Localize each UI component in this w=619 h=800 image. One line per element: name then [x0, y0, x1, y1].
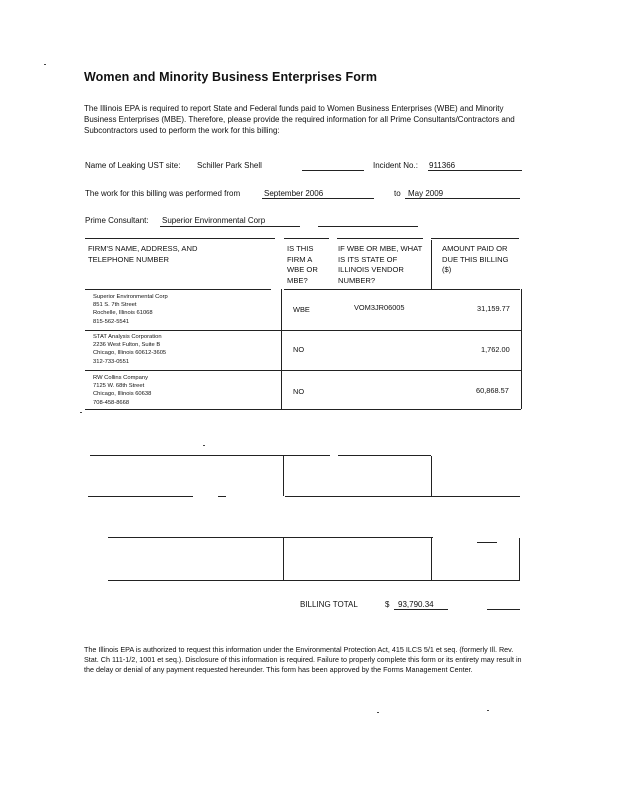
- header-bottom-line-right: [284, 289, 520, 290]
- empty-row-line-2a: [88, 496, 193, 497]
- empty-row-line-3b: [477, 542, 497, 543]
- table-row-1-wbe[interactable]: WBE: [293, 305, 310, 314]
- prime-consultant-label: Prime Consultant:: [85, 216, 149, 225]
- empty-row-line-1b: [338, 455, 431, 456]
- scan-speck: [377, 712, 379, 713]
- empty-row-line-1a: [90, 455, 330, 456]
- table-row-1-firm: Superior Environmental Corp 851 S. 7th Street Rochelle, Illinois 61068 815-562-5541: [93, 294, 168, 325]
- header-amount: AMOUNT PAID OR DUE THIS BILLING ($): [442, 244, 509, 274]
- column-rule-right: [521, 289, 522, 409]
- empty-column-rule-2: [431, 456, 432, 496]
- prime-underline: [160, 226, 300, 227]
- column-rule-header: [431, 240, 432, 290]
- work-from-underline: [262, 198, 374, 199]
- empty-row-line-4: [108, 580, 520, 581]
- table-row-1-amount[interactable]: 31,159.77: [477, 304, 510, 313]
- empty-row-line-2b: [218, 496, 226, 497]
- table-top-line-2: [284, 238, 329, 239]
- work-to-label: to: [394, 189, 401, 198]
- site-label: Name of Leaking UST site:: [85, 161, 181, 170]
- billing-total-label: BILLING TOTAL: [300, 600, 358, 609]
- work-from-value[interactable]: September 2006: [264, 189, 324, 198]
- billing-currency: $: [385, 600, 390, 609]
- scan-speck: [487, 710, 489, 711]
- work-to-underline: [405, 198, 520, 199]
- table-row-3-wbe[interactable]: NO: [293, 387, 305, 396]
- row-divider-3: [85, 409, 521, 410]
- incident-underline: [428, 170, 522, 171]
- scan-speck: [203, 445, 205, 446]
- billing-total-value[interactable]: 93,790.34: [398, 600, 434, 609]
- empty-column-rule-3: [283, 538, 284, 581]
- incident-label: Incident No.:: [373, 161, 418, 170]
- header-vendor-number: IF WBE OR MBE, WHAT IS ITS STATE OF ILLINOIS VENDOR NUMBER?: [338, 244, 423, 285]
- prime-consultant-value[interactable]: Superior Environmental Corp: [162, 216, 266, 225]
- header-firm: FIRM'S NAME, ADDRESS, AND TELEPHONE NUMBER: [88, 244, 198, 264]
- scan-speck: [44, 64, 46, 65]
- header-bottom-line: [85, 289, 271, 290]
- work-period-label: The work for this billing was performed from: [85, 189, 241, 198]
- empty-column-rule-5: [519, 538, 520, 581]
- row-divider-1: [85, 330, 521, 331]
- form-intro: The Illinois EPA is required to report State and Federal funds paid to Women Business Enterprises (WBE) and Minority Business Enterprises (MBE). Therefore, please provide the required information for all Prime Consultants/Contractors and Subcontractors used to perform the work for this billing:: [84, 104, 515, 135]
- table-top-line-3: [337, 238, 423, 239]
- scan-speck: [80, 412, 82, 413]
- footer-disclosure: The Illinois EPA is authorized to request this information under the Environmental Protection Act, 415 ILCS 5/1 et seq. (formerly Ill. Rev. Stat. Ch 111-1/2, 1001 et seq.). Disclosure of this information is required. Failure to properly complete this form or its entirety may result in the delay or denial of any payment requested hereunder. This form has been approved by the Forms Management Center.: [84, 645, 522, 674]
- site-underline: [302, 170, 364, 171]
- column-rule-1: [281, 289, 282, 409]
- empty-row-line-2c: [285, 496, 520, 497]
- billing-total-underline: [394, 609, 448, 610]
- work-to-value[interactable]: May 2009: [408, 189, 444, 198]
- empty-row-line-3: [108, 537, 433, 538]
- table-row-2-firm: STAT Analysis Corporation 2236 West Fulton, Suite B Chicago, Illinois 60612-3605 312-733-0551: [93, 334, 167, 365]
- billing-extra-underline: [487, 609, 520, 610]
- row-divider-2: [85, 370, 521, 371]
- table-row-1-vendor[interactable]: VOM3JR06005: [354, 303, 405, 312]
- table-row-3-amount[interactable]: 60,868.57: [476, 386, 509, 395]
- table-row-2-amount[interactable]: 1,762.00: [481, 345, 510, 354]
- table-row-3-firm: RW Collins Company 7125 W. 68th Street Chicago, Illinois 60638 708-458-8668: [93, 375, 152, 406]
- table-top-line-1: [85, 238, 275, 239]
- form-title: Women and Minority Business Enterprises Form: [84, 70, 378, 84]
- table-top-line-4: [431, 238, 519, 239]
- incident-value[interactable]: 911366: [429, 161, 456, 170]
- table-row-2-wbe[interactable]: NO: [293, 345, 305, 354]
- header-is-wbe-mbe: IS THIS FIRM A WBE OR MBE?: [287, 244, 318, 285]
- prime-underline-extra: [318, 226, 418, 227]
- empty-column-rule-1: [283, 456, 284, 496]
- empty-column-rule-4: [431, 538, 432, 581]
- site-value[interactable]: Schiller Park Shell: [197, 161, 262, 170]
